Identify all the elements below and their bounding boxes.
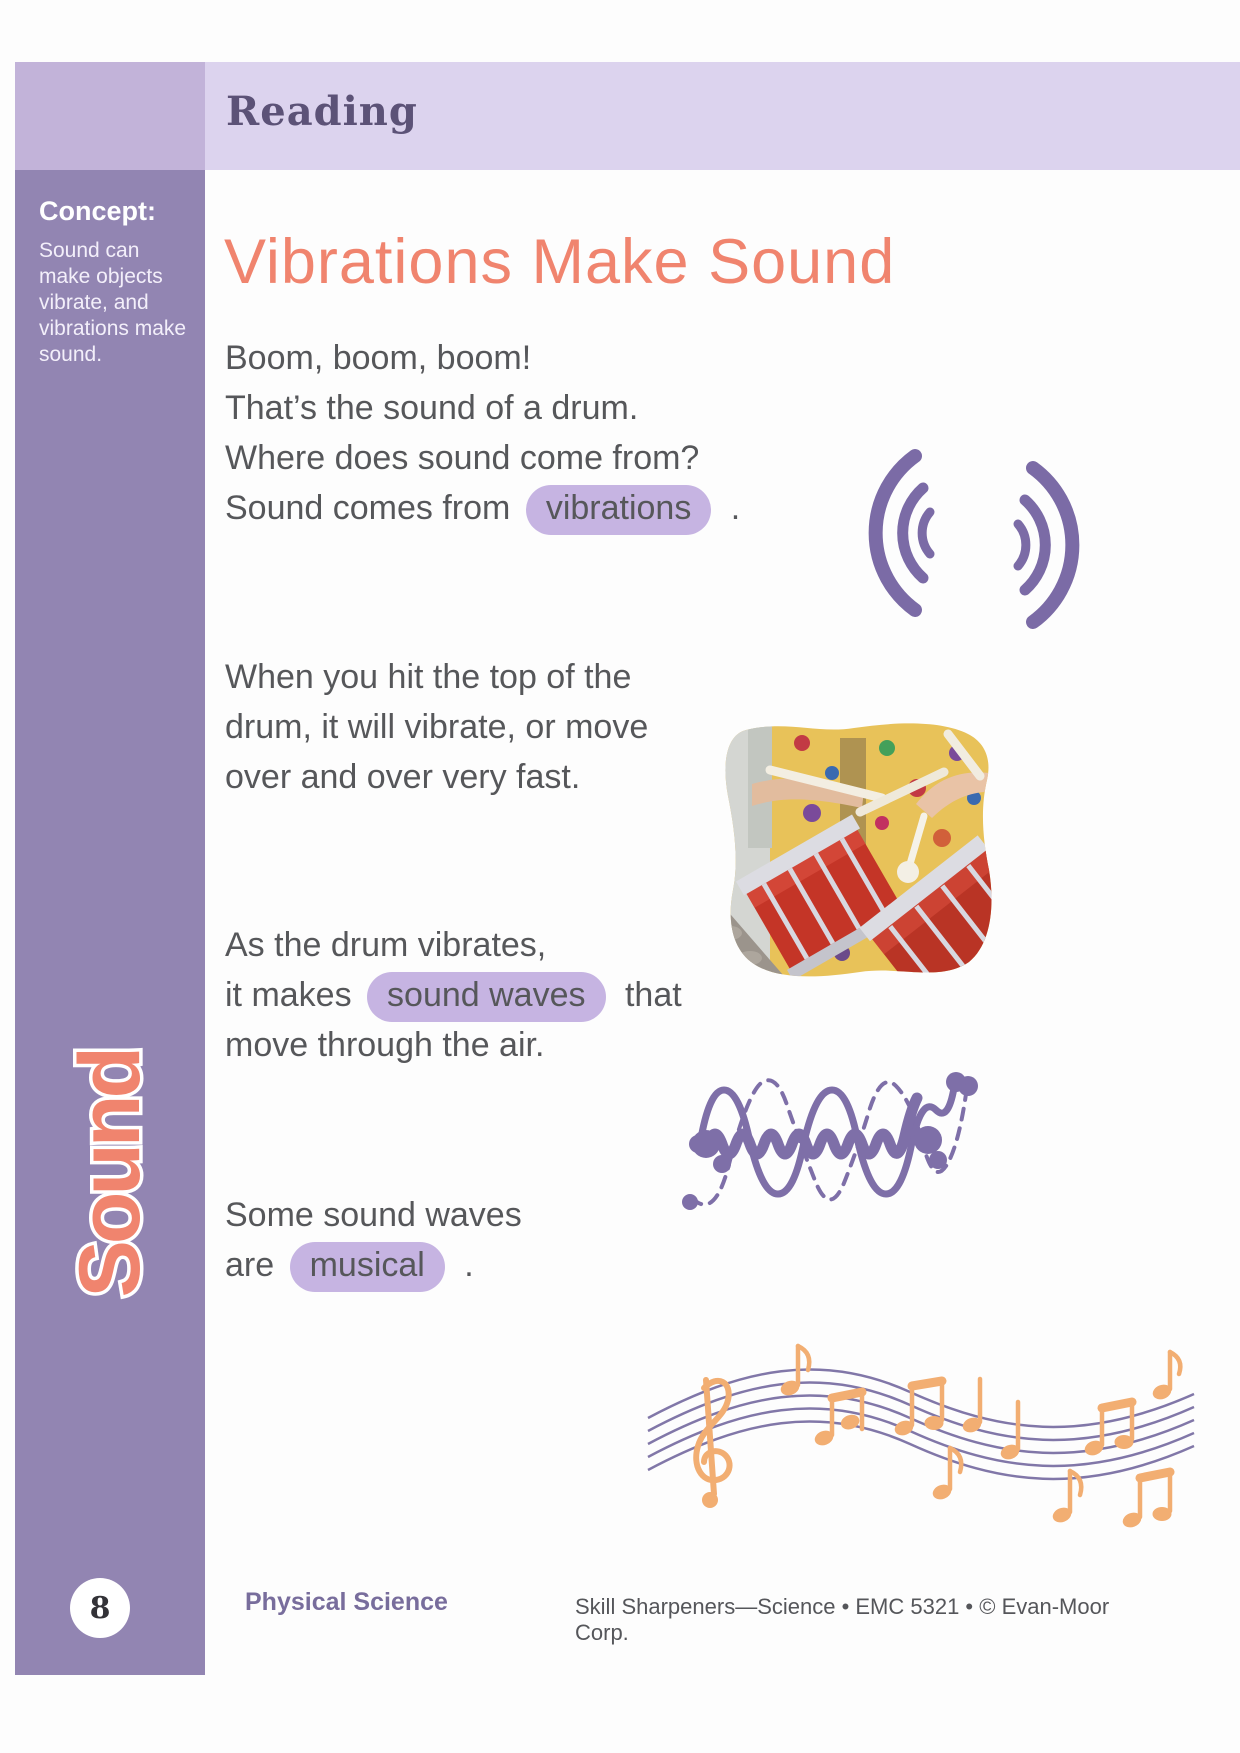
paragraph-4-prefix: are <box>225 1246 275 1284</box>
paragraph-3-line-1: As the drum vibrates, <box>225 926 547 964</box>
section-label: Reading <box>226 88 418 135</box>
sound-waves-left-icon <box>853 448 943 618</box>
unit-title-vertical: Sound <box>62 1050 158 1298</box>
paragraph-4-line-2 <box>225 1240 522 1290</box>
paragraph-2 <box>225 652 648 802</box>
vocab-highlight-musical: musical <box>290 1242 445 1292</box>
sound-waves-right-icon <box>1005 460 1095 630</box>
drum-photo <box>712 718 997 983</box>
paragraph-1-period: . <box>730 489 741 527</box>
paragraph-4-line-1: Some sound waves <box>225 1196 522 1234</box>
paragraph-2-line-1: When you hit the top of the <box>225 658 632 696</box>
music-notes-illustration <box>642 1330 1207 1555</box>
page-number: 8 <box>89 1590 111 1626</box>
sound-waves-icons <box>853 448 1093 628</box>
paragraph-1-line-1: Boom, boom, boom! <box>225 339 532 377</box>
paragraph-1-line-4 <box>225 483 740 533</box>
paragraph-3 <box>225 920 682 1070</box>
paragraph-1-line-2: That’s the sound of a drum. <box>225 389 639 427</box>
footer-credit: Skill Sharpeners—Science • EMC 5321 • © Evan-Moor Corp. <box>575 1594 1110 1645</box>
paragraph-1-line-3: Where does sound come from? <box>225 439 700 477</box>
paragraph-4-period: . <box>464 1246 474 1284</box>
paragraph-3-line-3: move through the air. <box>225 1026 545 1064</box>
paragraph-2-line-2: drum, it will vibrate, or move <box>225 708 649 746</box>
paragraph-1-prefix: Sound comes from <box>225 489 511 527</box>
vocab-highlight-sound-waves: sound waves <box>367 972 605 1022</box>
sound-wave-diagram <box>676 1048 981 1233</box>
paragraph-4 <box>225 1190 522 1290</box>
vocab-highlight-vibrations: vibrations <box>526 485 712 535</box>
paragraph-3-line-2 <box>225 970 682 1020</box>
treble-clef-icon <box>696 1380 729 1508</box>
footer-subject: Physical Science <box>245 1588 448 1616</box>
paragraph-2-line-3: over and over very fast. <box>225 758 581 796</box>
paragraph-3-suffix: that <box>624 976 682 1014</box>
sidebar <box>15 170 205 1675</box>
paragraph-1 <box>225 333 740 533</box>
concept-heading: Concept: <box>39 196 156 226</box>
page-number-badge <box>70 1578 130 1638</box>
sidebar-top-band <box>15 62 205 170</box>
page-title: Vibrations Make Sound <box>224 227 896 297</box>
concept-text: Sound can make objects vibrate, and vibrations make sound. <box>39 239 187 366</box>
paragraph-3-prefix: it makes <box>225 976 352 1014</box>
